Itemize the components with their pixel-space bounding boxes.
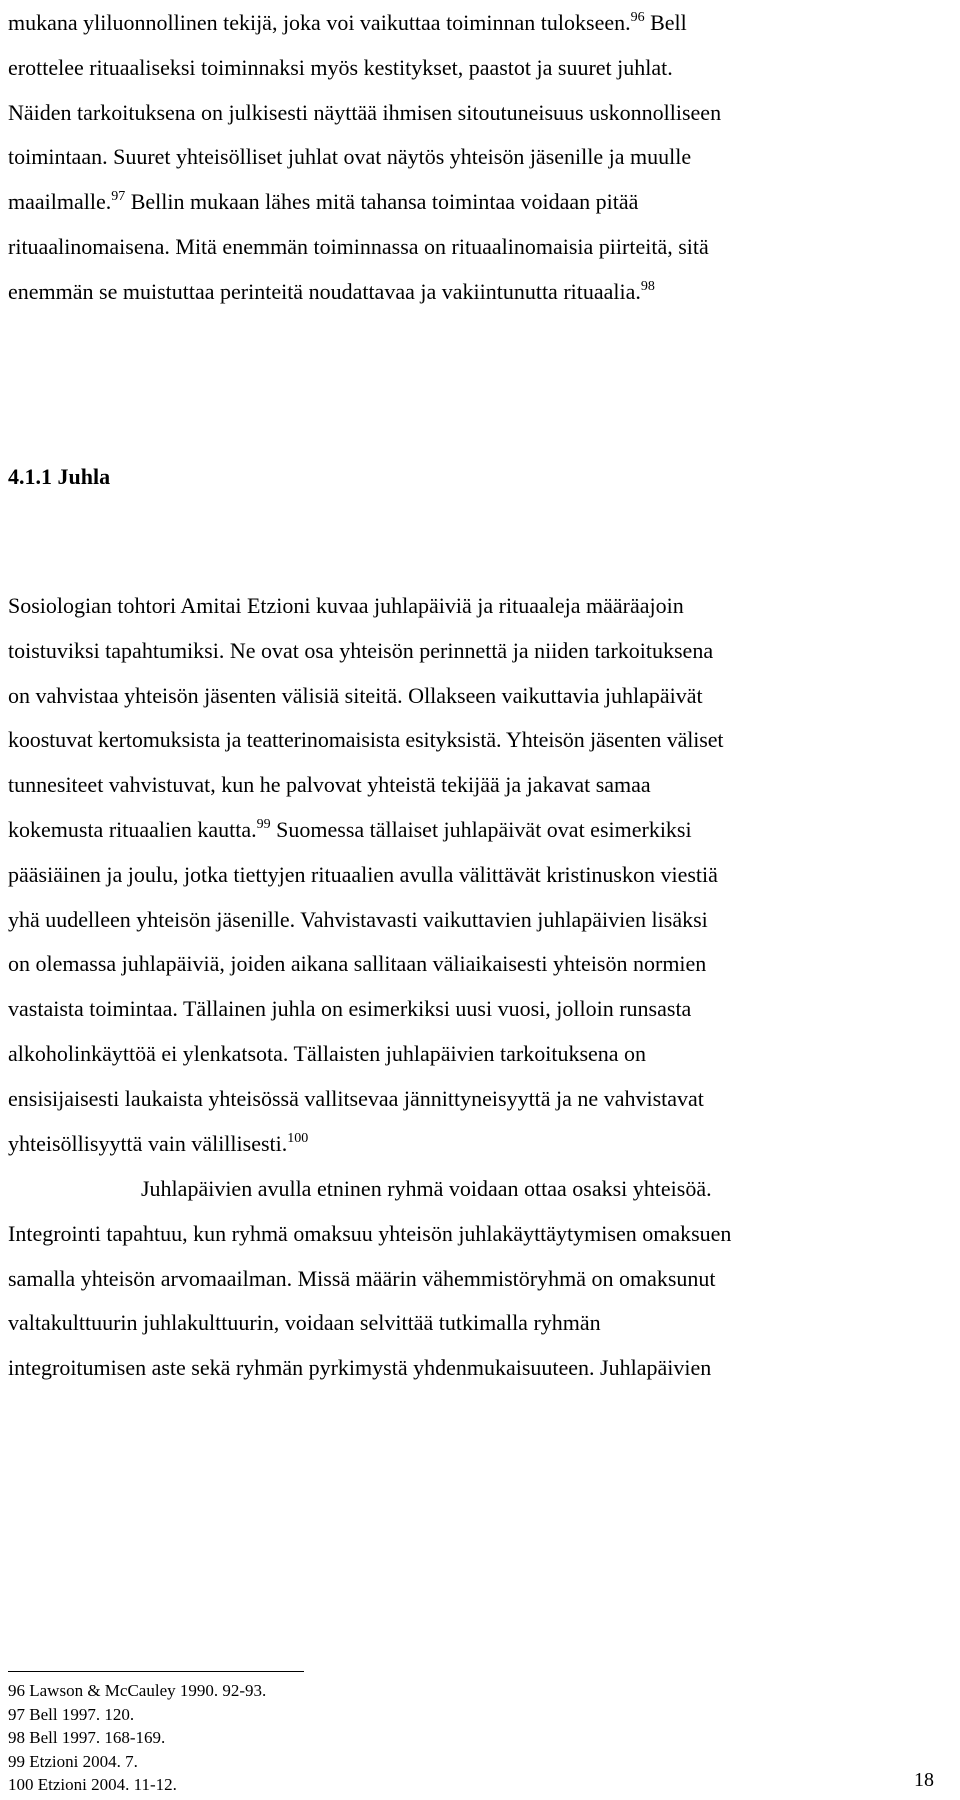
footnote-96: 96 Lawson & McCauley 1990. 92-93. [8, 1681, 267, 1700]
text-line: yhteisöllisyyttä vain välillisesti.$^{100}$ [8, 1130, 309, 1156]
text-line: Sosiologian tohtori Amitai Etzioni kuvaa juhlapäiviä ja rituaaleja määräajoin [8, 593, 684, 618]
footnote-ref[interactable]: 98 [640, 278, 655, 294]
text-line: koostuvat kertomuksista ja teatterinomaisista esityksistä. Yhteisön jäsenten väliset [8, 727, 724, 753]
text-line: rituaalinomaisena. Mitä enemmän toiminnassa on rituaalinomaisia piirteitä, sitä [8, 233, 709, 259]
text-line: mukana yliluonnollinen tekijä, joka voi vaikuttaa toiminnan tulokseen.$^{96}$ Bell [8, 10, 687, 35]
footnote-ref[interactable]: 97 [111, 189, 126, 205]
text-line-indented: Juhlapäivien avulla etninen ryhmä voidaan ottaa osaksi yhteisöä. [141, 1176, 712, 1201]
footnote-97: 97 Bell 1997. 120. [8, 1704, 135, 1724]
text-line: tunnesiteet vahvistuvat, kun he palvovat yhteistä tekijää ja jakavat samaa [8, 772, 651, 798]
text-line: pääsiäinen ja joulu, jotka tiettyjen rituaalien avulla välittävät kristinuskon viestiä [8, 861, 718, 887]
section-heading: 4.1.1 Juhla [8, 464, 111, 489]
text-line: yhä uudelleen yhteisön jäsenille. Vahvistavasti vaikuttavien juhlapäivien lisäksi [8, 906, 708, 932]
text-line: alkoholinkäyttöä ei ylenkatsota. Tällaisten juhlapäivien tarkoituksena on [8, 1040, 647, 1066]
text-line: vastaista toimintaa. Tällainen juhla on esimerkiksi uusi vuosi, jolloin runsasta [8, 996, 692, 1022]
footnote-ref[interactable]: 99 [256, 816, 271, 832]
text-line: enemmän se muistuttaa perinteitä noudattavaa ja vakiintunutta rituaalia.$^{98}$ [8, 278, 655, 304]
footnote-100: 100 Etzioni 2004. 11-12. [8, 1775, 177, 1794]
footnote-99: 99 Etzioni 2004. 7. [8, 1751, 138, 1771]
page-number: 18 [914, 1769, 934, 1791]
paragraph-3 [8, 1167, 943, 1391]
text-line: Näiden tarkoituksena on julkisesti näyttää ihmisen sitoutuneisuus uskonnolliseen [8, 99, 722, 125]
paragraph-2 [8, 584, 943, 1166]
text-line: integroitumisen aste sekä ryhmän pyrkimystä yhdenmukaisuuteen. Juhlapäivien [8, 1355, 712, 1381]
footnote-list [8, 1679, 266, 1797]
text-line: on vahvistaa yhteisön jäsenten välisiä siteitä. Ollakseen vaikuttavia juhlapäivät [8, 682, 703, 708]
text-line: samalla yhteisön arvomaailman. Missä määrin vähemmistöryhmä on omaksunut [8, 1265, 716, 1291]
footnote-ref[interactable]: 100 [287, 1130, 309, 1146]
paragraph-1 [8, 1, 943, 315]
text-line: valtakulttuurin juhlakulttuurin, voidaan selvittää tutkimalla ryhmän [8, 1310, 601, 1336]
footnote-ref[interactable]: 96 [630, 10, 645, 25]
text-line: toimintaan. Suuret yhteisölliset juhlat ovat näytös yhteisön jäsenille ja muulle [8, 144, 692, 170]
text-line: maailmalle.$^{97}$ Bellin mukaan lähes mitä tahansa toimintaa voidaan pitää [8, 189, 639, 215]
text-line: erottelee rituaaliseksi toiminnaksi myös kestitykset, paastot ja suuret juhlat. [8, 54, 673, 80]
text-line: ensisijaisesti laukaista yhteisössä vallitsevaa jännittyneisyyttä ja ne vahvistavat [8, 1085, 704, 1111]
text-line: toistuviksi tapahtumiksi. Ne ovat osa yhteisön perinnettä ja niiden tarkoituksena [8, 637, 714, 663]
footnote-98: 98 Bell 1997. 168-169. [8, 1728, 166, 1747]
text-line: on olemassa juhlapäiviä, joiden aikana sallitaan väliaikaisesti yhteisön normien [8, 951, 707, 977]
text-line: kokemusta rituaalien kautta.$^{99}$ Suomessa tällaiset juhlapäivät ovat esimerkiksi [8, 816, 692, 842]
footnote-separator [8, 1671, 304, 1672]
text-line: Integrointi tapahtuu, kun ryhmä omaksuu yhteisön juhlakäyttäytymisen omaksuen [8, 1220, 732, 1246]
